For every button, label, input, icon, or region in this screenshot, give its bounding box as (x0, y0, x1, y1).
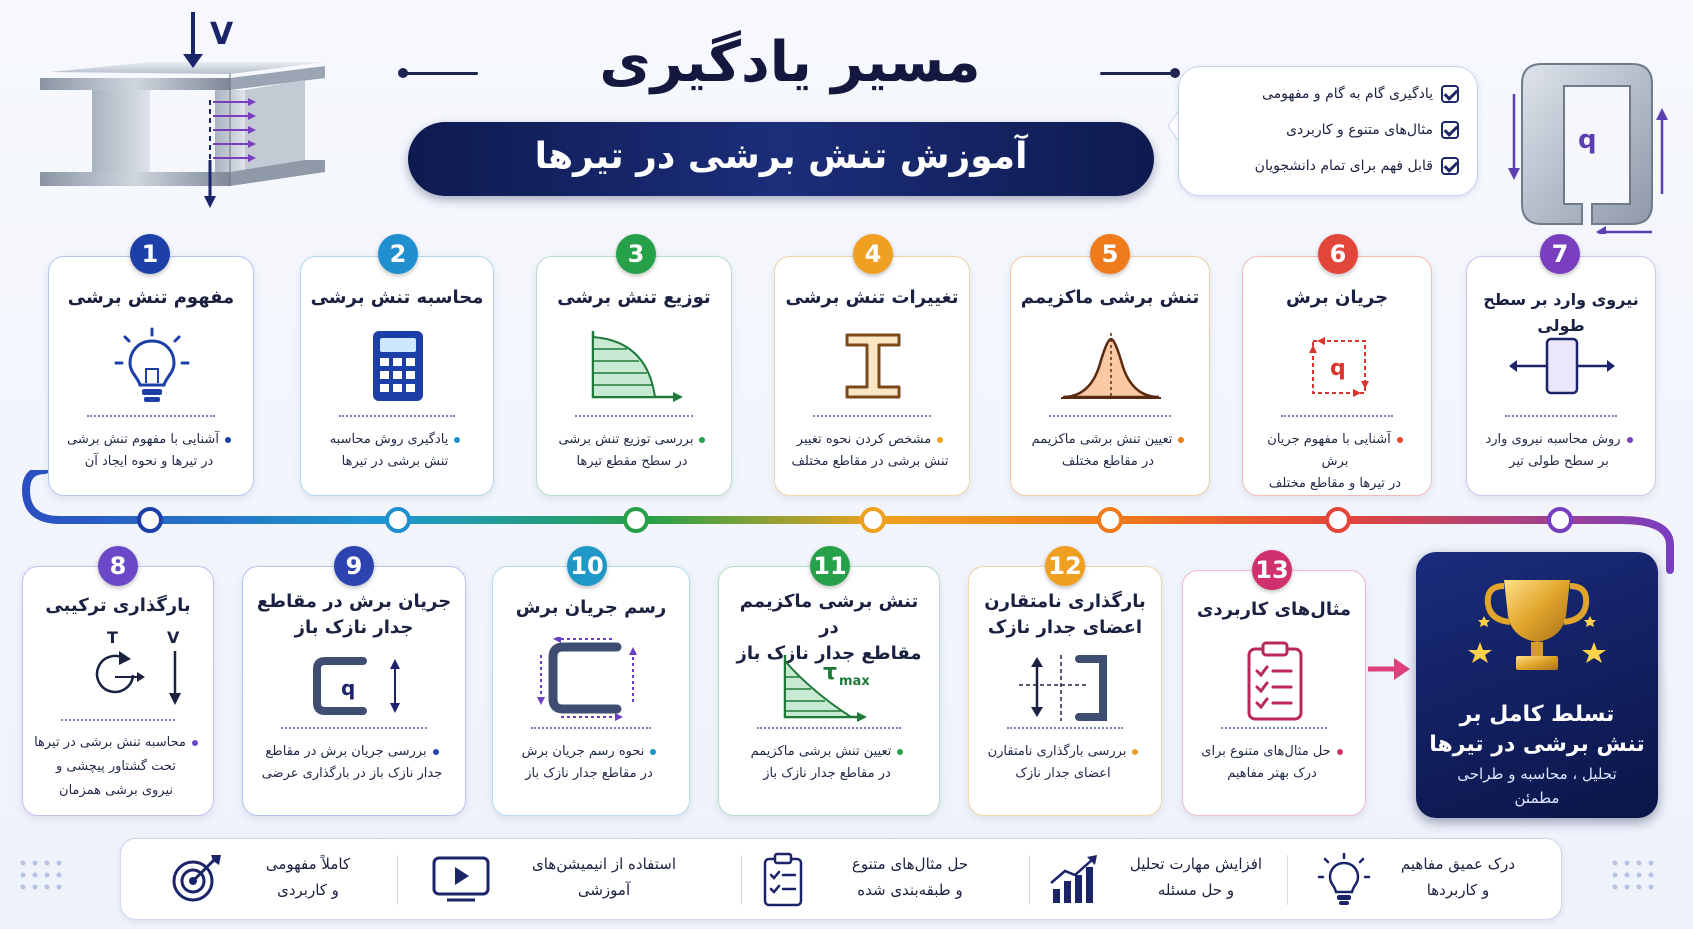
step-badge-7: 7 (1540, 234, 1580, 274)
step-badge-10: 10 (567, 546, 607, 586)
check-icon (1441, 157, 1459, 175)
step-card-11[interactable] (718, 566, 940, 816)
svg-text:q: q (341, 676, 356, 700)
card-title: نیروی وارد بر سطح طولی (1483, 290, 1639, 335)
card-description: بررسی توزیع تنش برشی در سطح مقطع تیرها (547, 429, 717, 473)
trophy-icon (1462, 572, 1612, 682)
benefits-footer (120, 838, 1562, 920)
check-icon (1441, 85, 1459, 103)
divider (339, 415, 455, 417)
divider (575, 415, 693, 417)
step-card-10[interactable] (492, 566, 690, 816)
title-dot-left (398, 68, 408, 78)
combined-load-icon (63, 629, 183, 709)
card-description: نحوه رسم جریان برش در مقاطع جدار نازک باز (503, 741, 675, 785)
goal-card[interactable] (1416, 552, 1658, 818)
svg-text:τ: τ (823, 660, 838, 685)
separator (1029, 855, 1030, 905)
title-line-left (404, 72, 478, 75)
divider (757, 727, 901, 729)
benefit-item: کاملاً مفهومی و کاربردی (265, 855, 351, 899)
divider (1281, 415, 1393, 417)
card-title: جریان برش (1285, 287, 1389, 308)
step-card-3[interactable] (536, 256, 732, 496)
step-card-1[interactable] (48, 256, 254, 496)
card-description: محاسبه تنش برشی در تیرها تحت گشتاور پیچشی و نیروی برشی همزمان (33, 731, 199, 803)
card-title: جریان برش در مقاطع جدار نازک باز (256, 591, 452, 638)
i-beam-icon (843, 331, 903, 401)
flow-drawing-icon (535, 637, 651, 721)
card-description: تعیین تنش برشی ماکزیمم در مقاطع جدار نازک باز (729, 741, 925, 785)
step-card-8[interactable] (22, 566, 214, 816)
card-title: توزیع تنش برشی (557, 287, 711, 308)
card-description: بررسی بارگذاری نامتقارن اعضای جدار نازک (979, 741, 1147, 785)
card-title: بارگذاری ترکیبی (45, 595, 191, 616)
feature-item: مثال‌های متنوع و کاربردی (1286, 121, 1459, 139)
step-badge-12: 12 (1045, 546, 1085, 586)
step-badge-1: 1 (130, 234, 170, 274)
feature-item: یادگیری گام به گام و مفهومی (1262, 85, 1459, 103)
benefit-item: حل مثال‌های متنوع و طبقه‌بندی شده (851, 855, 969, 899)
card-description: آشنایی با مفهوم جریان برش در تیرها و مقاطع مختلف (1267, 432, 1402, 491)
card-description: بررسی جریان برش در مقاطع جدار نازک باز در بارگذاری عرضی (261, 744, 443, 781)
decorative-dots (1610, 858, 1660, 908)
separator (397, 855, 398, 905)
page-title: مسیر یادگیری (599, 30, 981, 95)
step-card-7[interactable] (1466, 256, 1656, 496)
card-title: تنش برشی ماکزیمم (1020, 287, 1200, 308)
channel-section-illustration (1502, 54, 1682, 234)
step-badge-13: 13 (1252, 550, 1292, 590)
open-section-icon (313, 655, 413, 719)
checklist-icon (761, 851, 805, 909)
divider (1221, 727, 1327, 729)
divider (1007, 727, 1123, 729)
svg-text:V: V (167, 629, 180, 647)
distribution-icon (587, 327, 687, 407)
step-badge-5: 5 (1090, 234, 1130, 274)
card-description: روش محاسبه نیروی وارد بر سطح طولی تیر (1477, 429, 1641, 473)
benefit-item: افزایش مهارت تحلیل و حل مسئله (1129, 855, 1263, 899)
card-description: تعیین تنش برشی ماکزیمم در مقاطع مختلف (1021, 429, 1195, 473)
longitudinal-force-icon (1507, 331, 1617, 401)
shear-flow-icon (1303, 333, 1375, 403)
step-badge-11: 11 (810, 546, 850, 586)
svg-text:T: T (107, 629, 118, 647)
subtitle-banner (408, 122, 1154, 196)
card-description: حل مثال‌های متنوع برای درک بهتر مفاهیم (1193, 741, 1351, 785)
video-icon (431, 855, 491, 903)
card-title: رسم جریان برش (515, 597, 667, 618)
step-card-6[interactable] (1242, 256, 1432, 496)
divider (531, 727, 651, 729)
step-badge-9: 9 (334, 546, 374, 586)
flow-label: q (1578, 125, 1597, 155)
divider (87, 415, 215, 417)
arrow-to-goal (1368, 654, 1412, 684)
step-badge-4: 4 (853, 234, 893, 274)
separator (741, 855, 742, 905)
svg-text:max: max (839, 674, 870, 689)
step-card-9[interactable] (242, 566, 466, 816)
step-card-4[interactable] (774, 256, 970, 496)
card-description: مشخص کردن نحوه تغییر تنش برشی در مقاطع مختلف (791, 432, 949, 469)
step-card-5[interactable] (1010, 256, 1210, 496)
benefit-item: استفاده از انیمیشن‌های آموزشی (532, 855, 676, 899)
divider (813, 415, 931, 417)
step-badge-3: 3 (616, 234, 656, 274)
svg-text:q: q (1330, 356, 1346, 381)
shear-label: V (210, 17, 234, 52)
features-box (1178, 66, 1478, 196)
step-badge-2: 2 (378, 234, 418, 274)
calculator-icon (369, 329, 429, 405)
page-subtitle: آموزش تنش برشی در تیرها (534, 136, 1028, 177)
divider (1049, 415, 1171, 417)
step-card-2[interactable] (300, 256, 494, 496)
bar-chart-icon (1047, 855, 1101, 905)
separator (1287, 855, 1288, 905)
bell-curve-icon (1059, 327, 1163, 407)
divider (61, 719, 175, 721)
card-title: مفهوم تنش برشی (67, 287, 235, 308)
card-title: تنش برشی ماکزیمم در مقاطع جدار نازک باز (736, 591, 922, 664)
check-icon (1441, 121, 1459, 139)
decorative-dots (18, 858, 68, 908)
step-card-12[interactable] (968, 566, 1162, 816)
benefit-item: درک عمیق مفاهیم و کاربردها (1400, 855, 1516, 899)
goal-title: تسلط کامل بر تنش برشی در تیرها (1429, 702, 1645, 757)
tau-max-icon (781, 651, 891, 725)
card-title: مثال‌های کاربردی (1196, 599, 1352, 620)
title-line-right (1100, 72, 1174, 75)
step-badge-6: 6 (1318, 234, 1358, 274)
card-title: تغییرات تنش برشی (785, 287, 959, 308)
i-beam-illustration (30, 10, 350, 220)
unsymmetric-icon (1015, 653, 1115, 723)
clipboard-icon (1245, 639, 1307, 723)
step-card-13[interactable] (1182, 570, 1366, 816)
step-badge-8: 8 (98, 546, 138, 586)
title-dot-right (1170, 68, 1180, 78)
target-icon (171, 853, 223, 905)
card-title: بارگذاری نامتقارن اعضای جدار نازک (984, 591, 1146, 638)
divider (281, 727, 427, 729)
goal-subtitle: تحلیل ، محاسبه و طراحی مطمئن (1457, 765, 1617, 807)
feature-item: قابل فهم برای تمام دانشجویان (1255, 157, 1459, 175)
card-description: یادگیری روش محاسبه تنش برشی در تیرها (311, 429, 479, 473)
card-title: محاسبه تنش برشی (310, 287, 484, 308)
lightbulb-icon (1317, 853, 1371, 907)
lightbulb-icon (112, 327, 192, 407)
card-description: آشنایی با مفهوم تنش برشی در تیرها و نحوه ایجاد آن (59, 429, 239, 473)
divider (1505, 415, 1617, 417)
